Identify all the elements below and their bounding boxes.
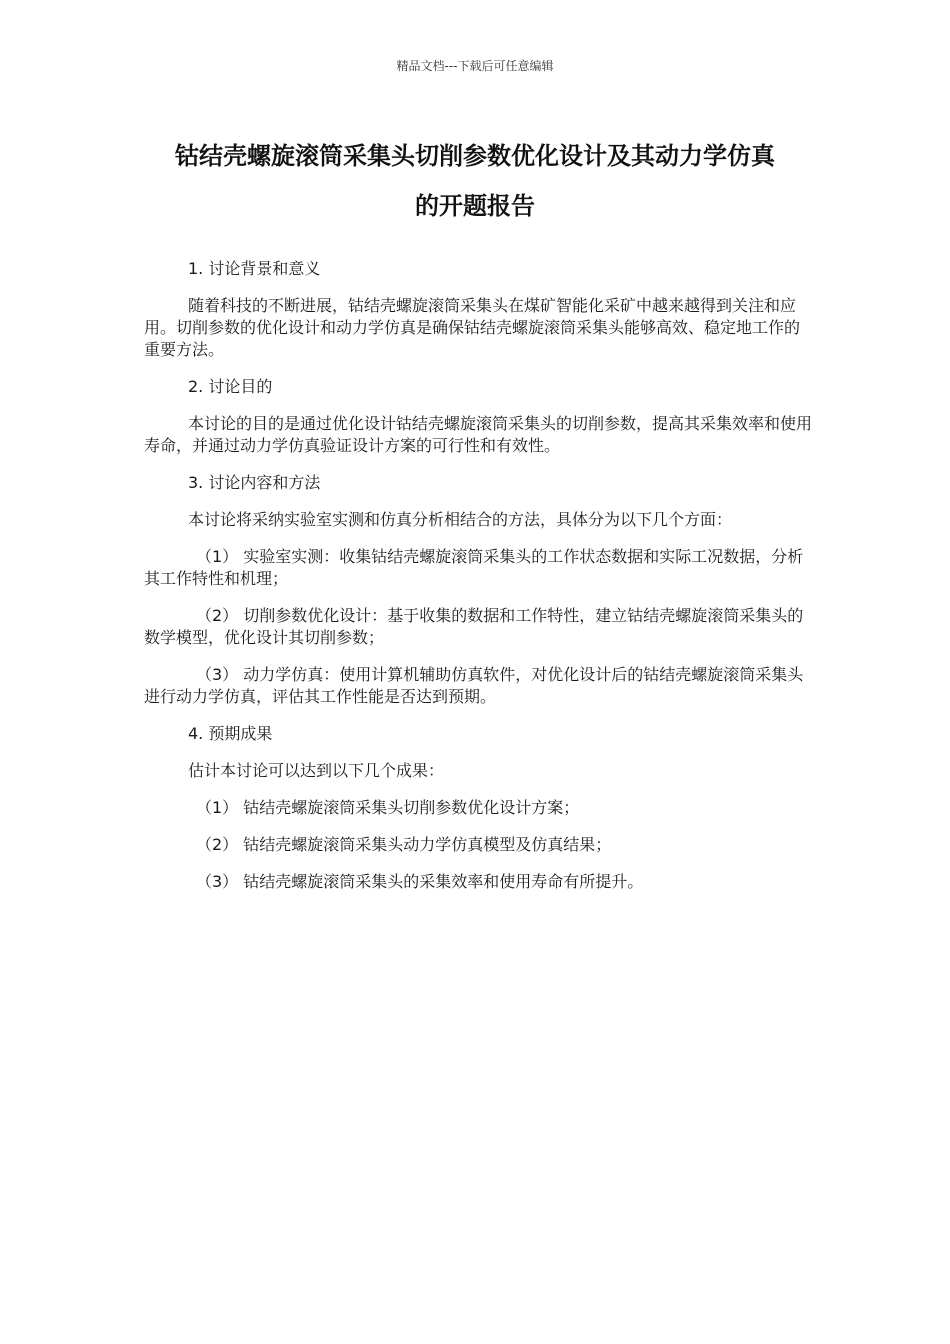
page-header-note: 精品文档---下载后可任意编辑 xyxy=(396,59,554,73)
section-3-paragraph: 本讨论将采纳实验室实测和仿真分析相结合的方法，具体分为以下几个方面： xyxy=(188,510,733,529)
section-heading-3: 3. 讨论内容和方法 xyxy=(188,473,321,492)
section-3-item-2: （2） 切削参数优化设计：基于收集的数据和工作特性，建立钴结壳螺旋滚筒采集头的数学模型，优化设计其切削参数； xyxy=(144,606,804,647)
document-title-line-2: 的开题报告 xyxy=(415,192,535,220)
section-3-item-3: （3） 动力学仿真：使用计算机辅助仿真软件，对优化设计后的钴结壳螺旋滚筒采集头进行动力学仿真，评估其工作性能是否达到预期。 xyxy=(144,665,804,706)
section-4-paragraph: 估计本讨论可以达到以下几个成果： xyxy=(188,761,445,780)
section-4-item-1: （1） 钴结壳螺旋滚筒采集头切削参数优化设计方案； xyxy=(196,798,580,817)
section-heading-2: 2. 讨论目的 xyxy=(188,377,273,396)
section-1-paragraph: 随着科技的不断进展，钴结壳螺旋滚筒采集头在煤矿智能化采矿中越来越得到关注和应用。切削参数的优化设计和动力学仿真是确保钴结壳螺旋滚筒采集头能够高效、稳定地工作的重要方法。 xyxy=(144,296,801,359)
section-2-paragraph: 本讨论的目的是通过优化设计钴结壳螺旋滚筒采集头的切削参数，提高其采集效率和使用寿命，并通过动力学仿真验证设计方案的可行性和有效性。 xyxy=(144,414,813,455)
section-3-item-1: （1） 实验室实测：收集钴结壳螺旋滚筒采集头的工作状态数据和实际工况数据，分析其工作特性和机理； xyxy=(144,547,804,588)
document-title-line-1: 钴结壳螺旋滚筒采集头切削参数优化设计及其动力学仿真 xyxy=(175,142,775,170)
section-heading-4: 4. 预期成果 xyxy=(188,724,273,743)
section-4-item-3: （3） 钴结壳螺旋滚筒采集头的采集效率和使用寿命有所提升。 xyxy=(196,872,644,891)
document-body xyxy=(144,258,814,908)
section-heading-1: 1. 讨论背景和意义 xyxy=(188,259,321,278)
section-4-item-2: （2） 钴结壳螺旋滚筒采集头动力学仿真模型及仿真结果； xyxy=(196,835,612,854)
